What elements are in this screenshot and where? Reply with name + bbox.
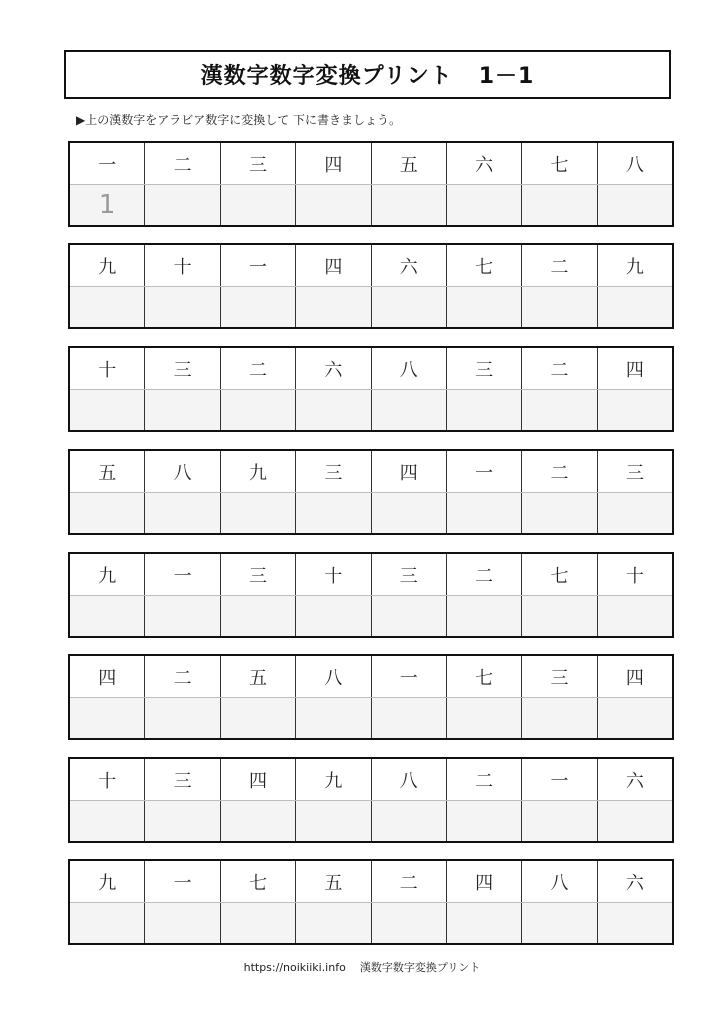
exercise-block	[68, 859, 674, 945]
page-title: 漢数字数字変換プリント	[200, 64, 453, 89]
kanji-cell: 三	[446, 348, 521, 389]
answer-cell-example[interactable]: 1	[98, 190, 116, 220]
answer-cell[interactable]	[446, 390, 521, 430]
kanji-cell: 五	[295, 861, 370, 902]
answer-cell[interactable]	[446, 493, 521, 533]
answer-cell[interactable]	[521, 698, 596, 738]
kanji-cell: 七	[446, 245, 521, 286]
kanji-cell: 五	[98, 462, 117, 484]
kanji-cell: 一	[98, 154, 117, 176]
answer-row	[70, 902, 672, 943]
answer-row	[70, 286, 672, 327]
answer-cell[interactable]	[597, 596, 672, 636]
kanji-cell: 七	[446, 656, 521, 697]
answer-cell[interactable]	[70, 596, 144, 636]
answer-cell[interactable]	[371, 287, 446, 327]
kanji-cell: 一	[144, 554, 219, 595]
answer-cell[interactable]	[295, 185, 370, 225]
answer-cell[interactable]	[371, 903, 446, 943]
kanji-cell: 三	[220, 554, 295, 595]
kanji-cell: 九	[98, 565, 117, 587]
kanji-cell: 八	[144, 451, 219, 492]
kanji-cell: 五	[371, 143, 446, 184]
answer-cell[interactable]	[295, 493, 370, 533]
kanji-cell: 三	[295, 451, 370, 492]
answer-cell[interactable]	[144, 903, 219, 943]
answer-cell[interactable]	[446, 596, 521, 636]
kanji-cell: 三	[220, 143, 295, 184]
kanji-cell: 四	[295, 143, 370, 184]
footer-label: 漢数字数字変換プリント	[359, 961, 481, 974]
answer-cell[interactable]	[446, 801, 521, 841]
answer-cell[interactable]	[144, 185, 219, 225]
kanji-cell: 七	[521, 554, 596, 595]
answer-cell[interactable]	[295, 698, 370, 738]
kanji-cell: 二	[446, 554, 521, 595]
answer-cell[interactable]	[371, 698, 446, 738]
answer-cell[interactable]	[521, 185, 596, 225]
answer-cell[interactable]	[220, 185, 295, 225]
answer-cell[interactable]	[371, 596, 446, 636]
kanji-cell: 二	[521, 348, 596, 389]
kanji-cell: 四	[597, 348, 672, 389]
kanji-row	[70, 656, 672, 697]
kanji-cell: 三	[521, 656, 596, 697]
kanji-cell: 四	[98, 667, 117, 689]
kanji-row	[70, 143, 672, 184]
answer-cell[interactable]	[371, 390, 446, 430]
exercise-block	[68, 654, 674, 740]
kanji-cell: 五	[220, 656, 295, 697]
answer-cell[interactable]	[144, 698, 219, 738]
answer-cell[interactable]	[597, 390, 672, 430]
answer-cell[interactable]	[521, 596, 596, 636]
answer-cell[interactable]	[446, 287, 521, 327]
kanji-cell: 一	[220, 245, 295, 286]
answer-cell[interactable]	[70, 390, 144, 430]
answer-cell[interactable]	[220, 596, 295, 636]
answer-cell[interactable]	[144, 390, 219, 430]
kanji-row	[70, 861, 672, 902]
answer-cell[interactable]	[70, 493, 144, 533]
answer-cell[interactable]	[521, 493, 596, 533]
kanji-cell: 六	[597, 861, 672, 902]
sheet-number: 1－1	[478, 64, 535, 89]
answer-cell[interactable]	[220, 903, 295, 943]
kanji-cell: 七	[220, 861, 295, 902]
answer-row	[70, 697, 672, 738]
kanji-cell: 九	[220, 451, 295, 492]
exercise-block	[68, 141, 674, 227]
answer-cell[interactable]	[446, 698, 521, 738]
answer-cell[interactable]	[371, 493, 446, 533]
kanji-row	[70, 451, 672, 492]
answer-cell[interactable]	[144, 596, 219, 636]
answer-row	[70, 492, 672, 533]
answer-cell[interactable]	[521, 801, 596, 841]
answer-row	[70, 184, 672, 225]
answer-row	[70, 595, 672, 636]
kanji-cell: 十	[295, 554, 370, 595]
kanji-cell: 六	[371, 245, 446, 286]
answer-cell[interactable]	[70, 287, 144, 327]
exercise-block	[68, 757, 674, 843]
answer-cell[interactable]	[597, 903, 672, 943]
instruction-text: ▶上の漢数字をアラビア数字に変換して 下に書きましょう。	[76, 113, 402, 127]
kanji-cell: 十	[597, 554, 672, 595]
kanji-cell: 二	[521, 245, 596, 286]
answer-cell[interactable]	[597, 698, 672, 738]
answer-cell[interactable]	[295, 287, 370, 327]
kanji-cell: 九	[98, 256, 117, 278]
exercise-block	[68, 552, 674, 638]
kanji-cell: 八	[371, 348, 446, 389]
answer-cell[interactable]	[597, 287, 672, 327]
kanji-cell: 四	[446, 861, 521, 902]
footer	[0, 959, 724, 975]
kanji-cell: 三	[144, 348, 219, 389]
kanji-cell: 四	[220, 759, 295, 800]
answer-cell[interactable]	[446, 185, 521, 225]
kanji-row	[70, 245, 672, 286]
kanji-row	[70, 759, 672, 800]
kanji-cell: 六	[295, 348, 370, 389]
kanji-cell: 十	[98, 770, 117, 792]
answer-cell[interactable]	[144, 801, 219, 841]
answer-cell[interactable]	[220, 287, 295, 327]
kanji-cell: 九	[295, 759, 370, 800]
kanji-row	[70, 348, 672, 389]
answer-cell[interactable]	[144, 493, 219, 533]
kanji-cell: 八	[597, 143, 672, 184]
answer-cell[interactable]	[521, 390, 596, 430]
kanji-cell: 二	[446, 759, 521, 800]
kanji-cell: 六	[597, 759, 672, 800]
answer-cell[interactable]	[597, 185, 672, 225]
kanji-cell: 一	[521, 759, 596, 800]
title-box	[64, 50, 671, 99]
exercise-block	[68, 243, 674, 329]
answer-cell[interactable]	[295, 903, 370, 943]
answer-row	[70, 389, 672, 430]
kanji-cell: 二	[144, 656, 219, 697]
kanji-cell: 七	[521, 143, 596, 184]
answer-cell[interactable]	[220, 801, 295, 841]
answer-cell[interactable]	[521, 903, 596, 943]
kanji-cell: 四	[295, 245, 370, 286]
answer-cell[interactable]	[295, 801, 370, 841]
kanji-cell: 八	[295, 656, 370, 697]
kanji-cell: 八	[521, 861, 596, 902]
kanji-cell: 八	[371, 759, 446, 800]
kanji-cell: 二	[220, 348, 295, 389]
kanji-cell: 九	[98, 872, 117, 894]
kanji-cell: 二	[371, 861, 446, 902]
answer-cell[interactable]	[446, 903, 521, 943]
exercise-block	[68, 449, 674, 535]
kanji-cell: 四	[371, 451, 446, 492]
answer-cell[interactable]	[371, 185, 446, 225]
answer-cell[interactable]	[220, 493, 295, 533]
kanji-cell: 六	[446, 143, 521, 184]
answer-cell[interactable]	[70, 801, 144, 841]
kanji-cell: 十	[144, 245, 219, 286]
kanji-cell: 三	[144, 759, 219, 800]
answer-cell[interactable]	[295, 390, 370, 430]
exercise-block	[68, 346, 674, 432]
answer-cell[interactable]	[597, 493, 672, 533]
kanji-row	[70, 554, 672, 595]
answer-cell[interactable]	[371, 801, 446, 841]
kanji-cell: 九	[597, 245, 672, 286]
kanji-cell: 一	[144, 861, 219, 902]
kanji-cell: 四	[597, 656, 672, 697]
kanji-cell: 三	[597, 451, 672, 492]
answer-cell[interactable]	[220, 390, 295, 430]
kanji-cell: 三	[371, 554, 446, 595]
answer-cell[interactable]	[70, 903, 144, 943]
answer-cell[interactable]	[597, 801, 672, 841]
kanji-cell: 一	[371, 656, 446, 697]
answer-cell[interactable]	[70, 698, 144, 738]
answer-cell[interactable]	[295, 596, 370, 636]
answer-row	[70, 800, 672, 841]
kanji-cell: 二	[521, 451, 596, 492]
answer-cell[interactable]	[220, 698, 295, 738]
kanji-cell: 十	[98, 359, 117, 381]
kanji-cell: 二	[144, 143, 219, 184]
footer-url: https://noikiiki.info	[243, 961, 346, 974]
answer-cell[interactable]	[144, 287, 219, 327]
kanji-cell: 一	[446, 451, 521, 492]
answer-cell[interactable]	[521, 287, 596, 327]
